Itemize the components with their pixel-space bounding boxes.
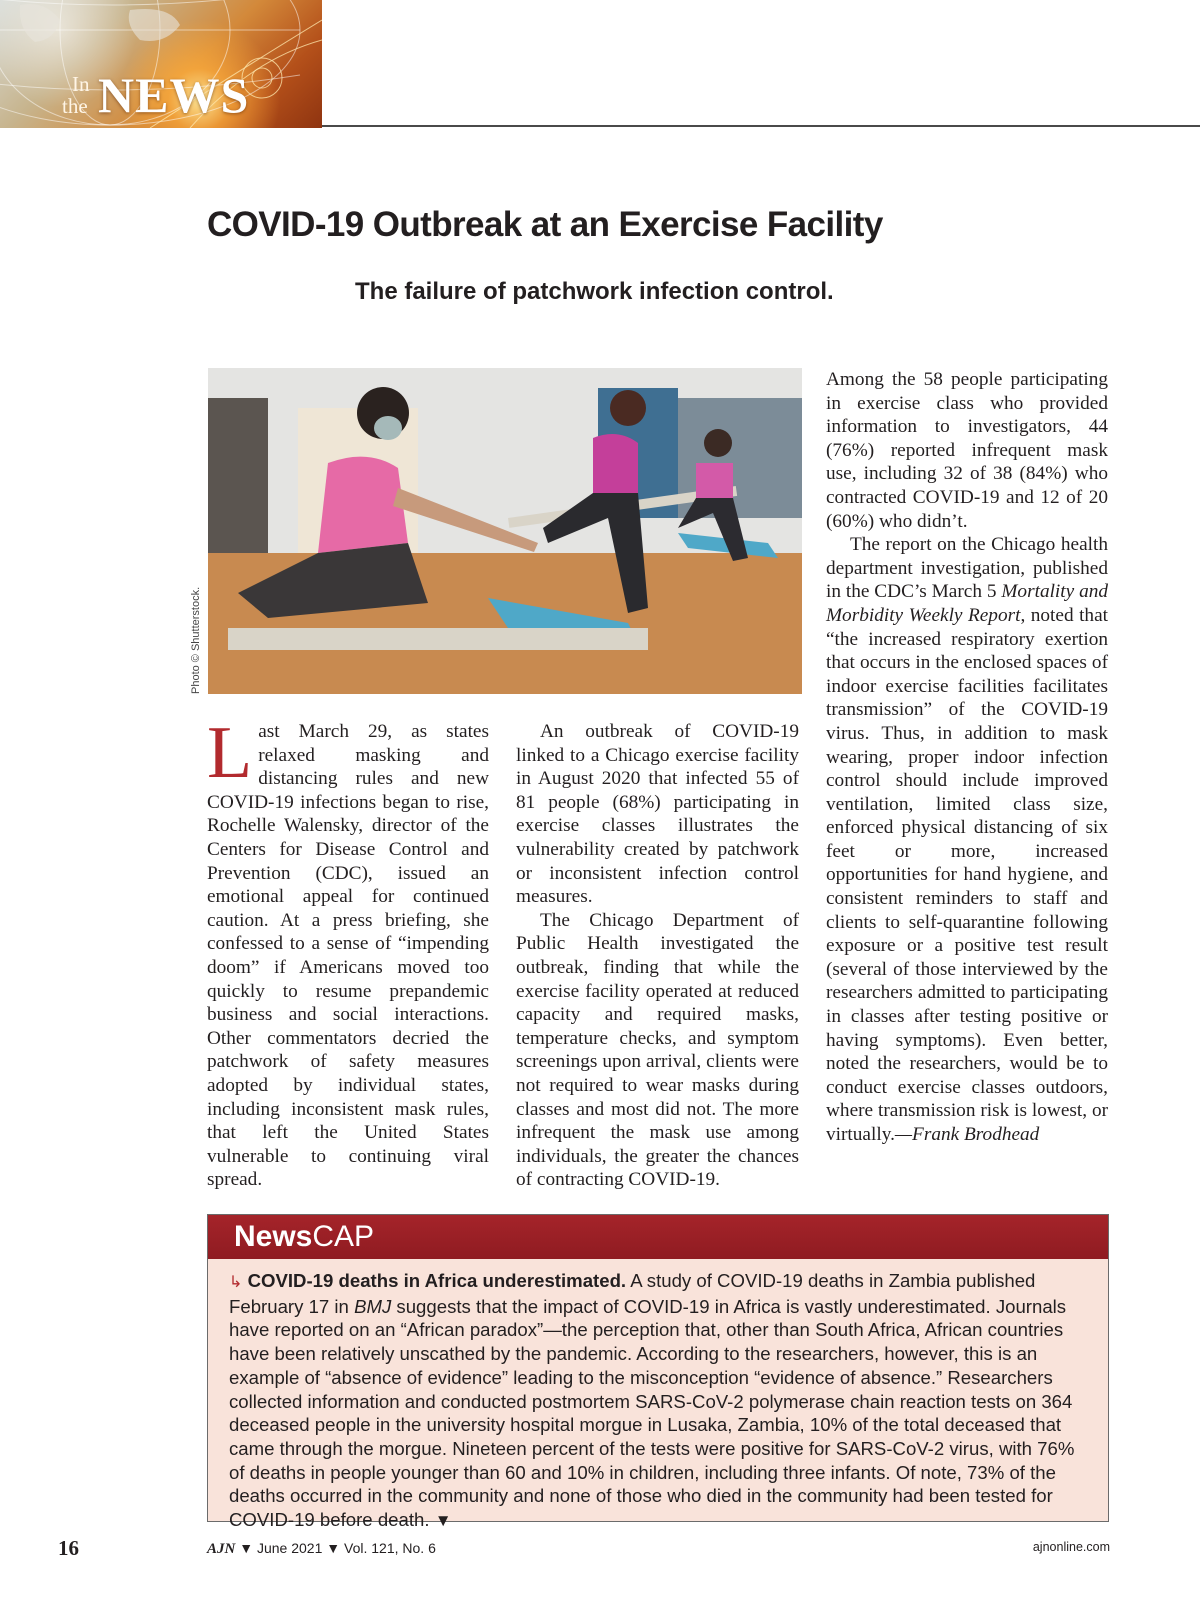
banner-news-text: NEWS (98, 67, 250, 123)
journal-name: BMJ (354, 1295, 392, 1317)
page-number: 16 (58, 1536, 79, 1560)
paragraph-text: The report on the Chicago health department investigation, published in the CDC’s March 5 (826, 534, 1108, 603)
issue-volume: Vol. 121, No. 6 (344, 1540, 436, 1556)
journal-abbrev: AJN (207, 1541, 236, 1557)
paragraph-text: , noted that “the increased respiratory exertion that occurs in the enclosed spaces of indoor exercise facilities facilitates transmission” of the COVID-19 virus. Thus, in addition to mask wearing, proper indoor infection control should include improved ventilation, limited class size, enforced physical distancing of six feet or more, increased opportunities for hand hygiene, and consistent reminders to staff and clients to self-quarantine following exposure or a positive test result (several of those interviewed by the researchers admitted to participating in classes after testing positive or having symptoms). Even better, noted the researchers, would be to conduct exercise classes outdoors, where transmission risk is lowest, or virtually. (826, 604, 1108, 1145)
newscap-lead: COVID-19 deaths in Africa underestimated. (247, 1270, 627, 1291)
newscap-label-bold: News (234, 1220, 313, 1253)
paragraph: The Chicago Department of Public Health investigated the outbreak, finding that while the exercise facility operated at reduced capacity and required masks, temperature checks, and symptom screenings upon arrival, clients were not required to wear masks during classes and most did not. The more infrequent the mask use among individuals, the greater the chances of contracting COVID-19. (516, 909, 799, 1191)
article-title: COVID-19 Outbreak at an Exercise Facility (207, 205, 883, 244)
article-column-3 (826, 368, 1108, 1147)
photo-credit: Photo © Shutterstock. (190, 586, 202, 694)
newscap-label-rest: CAP (312, 1220, 375, 1253)
paragraph (207, 712, 489, 1192)
newscap-body: A study of COVID-19 deaths in Zambia published February 17 in (229, 1270, 1036, 1317)
in-the-news-banner (0, 0, 322, 128)
newscap-text (208, 1259, 1108, 1533)
end-triangle-icon: ▼ (434, 1511, 452, 1531)
issue-date: June 2021 (256, 1540, 323, 1556)
separator-triangle-icon: ▼ (326, 1540, 341, 1556)
exercise-class-photo (208, 368, 802, 694)
separator-triangle-icon: ▼ (239, 1540, 254, 1556)
drop-cap: L (207, 712, 253, 794)
newscap-box (207, 1214, 1109, 1531)
article-column-1 (207, 712, 489, 1192)
paragraph (826, 533, 1108, 1146)
banner-in-text: In (72, 72, 90, 96)
header-rule (322, 125, 1200, 127)
journal-name: Mortality and Morbidity Weekly Report (826, 581, 1108, 626)
newscap-header (208, 1215, 1108, 1259)
paragraph: Among the 58 people participating in exercise class who provided information to investigators, 44 (76%) reported infrequent mask use, including 32 of 38 (84%) who contracted COVID-19 and 12 of 20 (60%) who didn’t. (826, 369, 1108, 532)
paragraph-text: ast March 29, as states relaxed masking and distancing rules and new COVID-19 infections began to rise, Rochelle Walensky, director of the Centers for Disease Control and Prevention (CDC), issued an emotional appeal for continued caution. At a press briefing, she confessed to a sense of “impending doom” if Americans moved too quickly to resume prepandemic business and social interactions. Other commentators decried the patchwork of safety measures adopted by individual states, including inconsistent mask rules, that left the United States vulnerable to continuing viral spread. (207, 721, 489, 1191)
footer-website: ajnonline.com (1032, 1540, 1110, 1554)
footer-citation (207, 1540, 436, 1558)
arrow-icon: ↳ (229, 1274, 243, 1291)
byline: —Frank Brodhead (894, 1124, 1040, 1145)
article-column-2 (516, 720, 799, 1192)
newscap-body: suggests that the impact of COVID-19 in Africa is vastly underestimated. Journals have reported on an “African paradox”—the perception that, other than South Africa, African countries have been relatively unscathed by the pandemic. According to the researchers, however, this is an example of “absence of evidence” leading to the misconception “evidence of absence.” Researchers collected information and conducted postmortem SARS-CoV-2 polymerase chain reaction tests on 364 deceased people in the university hospital morgue in Lusaka, Zambia, 10% of the total deceased that came through the morgue. Nineteen percent of the tests were positive for SARS-CoV-2 virus, with 76% of deaths in people younger than 60 and 10% in children, including three infants. Of note, 73% of the deaths occurred in the community and none of those who died in the community had been tested for COVID-19 before death. (229, 1295, 1075, 1531)
banner-the-text: the (62, 94, 88, 118)
paragraph: An outbreak of COVID-19 linked to a Chicago exercise facility in August 2020 that infected 55 of 81 people (68%) participating in exercise classes illustrates the vulnerability created by patchwork or inconsistent infection control measures. (516, 721, 799, 908)
article-deck: The failure of patchwork infection control. (355, 278, 834, 305)
